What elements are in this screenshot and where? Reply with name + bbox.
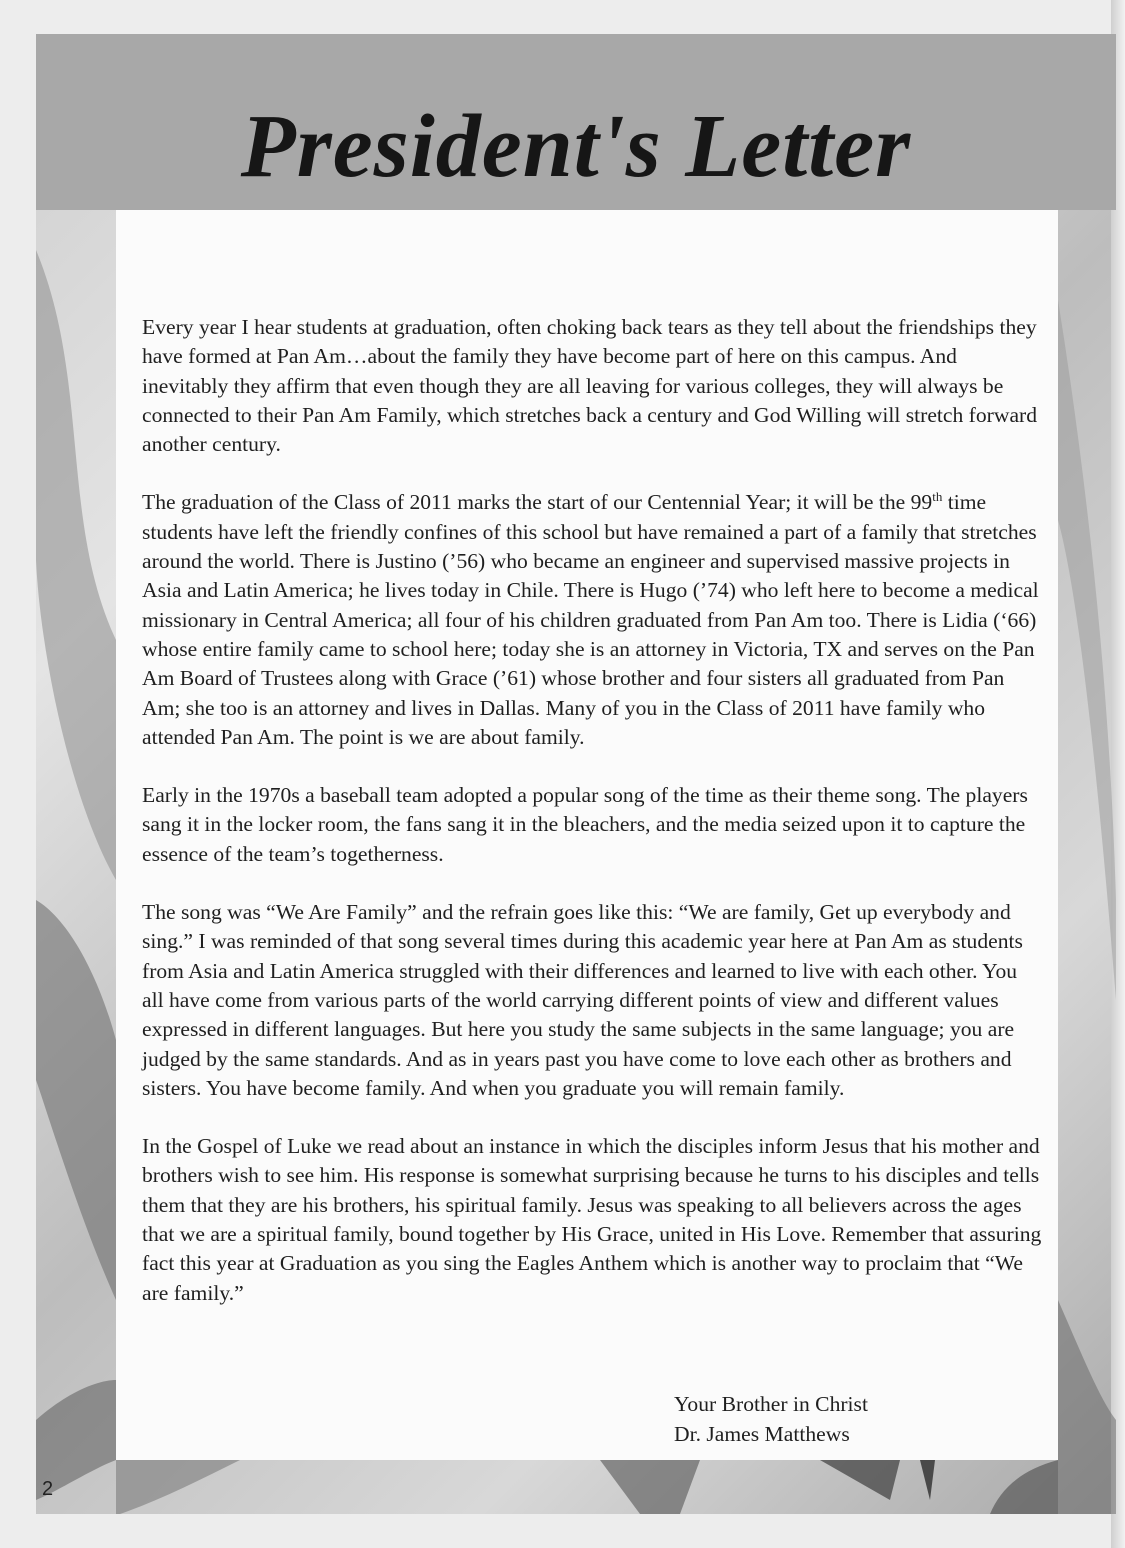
right-swirl-lower [1058, 1300, 1116, 1514]
page-title: President's Letter [240, 97, 912, 196]
bottom-swirl-left [116, 1460, 240, 1514]
bottom-wedge-3 [920, 1460, 935, 1500]
signoff [674, 1390, 868, 1449]
letter-paragraph-5: In the Gospel of Luke we read about an instance in which the disciples inform Jesus that his mother and brothers wish to see him. His response is somewhat surprising because he turns to his disciples and tells them that they are his brothers, his spiritual family. Jesus was speaking to all believers across the ages that we are a spiritual family, bound together by His Grace, united in His Love. Remember that assuring fact this year at Graduation as you sing the Eagles Anthem which is another way to proclaim that “We are family.” [142, 1134, 1042, 1305]
left-swirl-upper [36, 250, 116, 880]
page-number: 2 [42, 1478, 54, 1500]
letter-paragraph-1: Every year I hear students at graduation, often choking back tears as they tell about the friendships they have formed at Pan Am…about the family they have become part of here on this campus. And inevitably they affirm that even though they are all leaving for various colleges, they will always be connected to their Pan Am Family, which stretches back a century and God Willing will stretch forward another century. [142, 315, 1038, 457]
signature-name: Dr. James Matthews [674, 1421, 850, 1446]
closing-line: Your Brother in Christ [674, 1392, 868, 1416]
bottom-swirl-right [990, 1460, 1058, 1514]
title-banner [36, 34, 1116, 210]
bottom-wedge-2 [820, 1460, 900, 1500]
left-swirl-mid [36, 900, 116, 1300]
paragraph-2-before: The graduation of the Class of 2011 marks the start of our Centennial Year; it will be the 99 [142, 490, 933, 515]
letter-body [142, 313, 1042, 1337]
letter-paragraph-4: The song was “We Are Family” and the refrain goes like this: “We are family, Get up everybody and sing.” I was reminded of that song several times during this academic year here at Pan Am as students from Asia and Latin America struggled with their differences and learned to live with each other. You all have come from various parts of the world carrying different points of view and different values expressed in different languages. But here you study the same subjects in the same language; you are judged by the same standards. And as in years past you have come to love each other as brothers and sisters. You have become family. And when you graduate you will remain family. [142, 900, 1023, 1100]
letter-paragraph-3: Early in the 1970s a baseball team adopted a popular song of the time as their theme song. The players sang it in the locker room, the fans sang it in the bleachers, and the media seized upon it to capture the essence of the team’s togetherness. [142, 783, 1028, 866]
paragraph-2-after: time students have left the friendly confines of this school but have remained a part of a family that stretches around the world. There is Justino (’56) who became an engineer and supervised massive projects in Asia and Latin America; he lives today in Chile. There is Hugo (’74) who left here to become a medical missionary in Central America; all four of his children graduated from Pan Am too. There is Lidia (‘66) whose entire family came to school here; today she is an attorney in Victoria, TX and serves on the Pan Am Board of Trustees along with Grace (’61) whose brother and four sisters all graduated from Pan Am; she too is an attorney and lives in Dallas. Many of you in the Class of 2011 have family who attended Pan Am. The point is we are about family. [142, 490, 1039, 749]
letter-paragraph-2 [142, 488, 1042, 752]
right-swirl-upper [1058, 300, 1116, 1000]
bottom-wedge-1 [600, 1460, 700, 1514]
ordinal-superscript: th [932, 489, 943, 505]
